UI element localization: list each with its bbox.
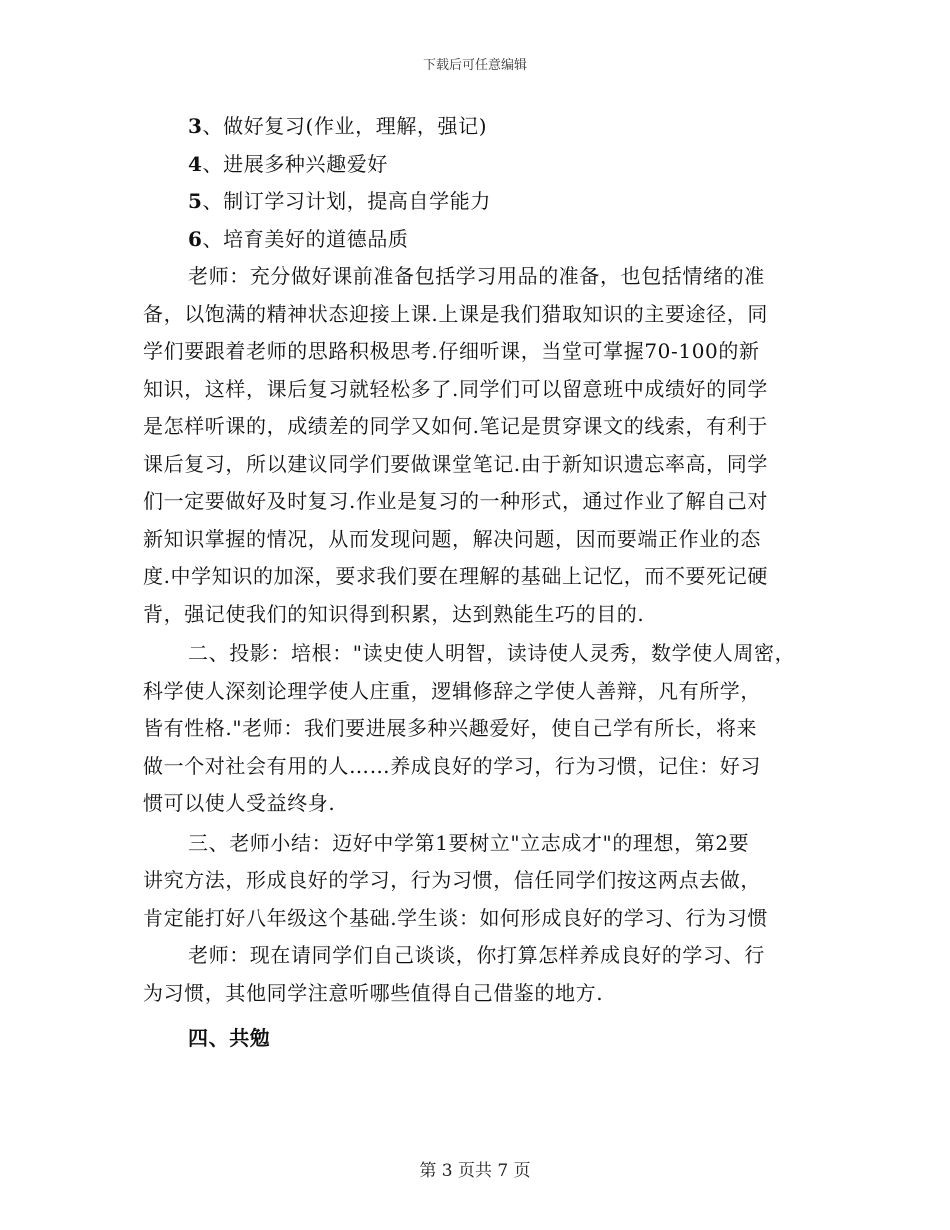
list-item: 6、培育美好的道德品质 <box>188 226 409 251</box>
paragraph-line: 做一个对社会有用的人……养成良好的学习，行为习惯，记住：好习 <box>143 753 761 778</box>
paragraph-line: 讲究方法，形成良好的学习，行为习惯，信任同学们按这两点去做， <box>143 868 761 892</box>
paragraph-teacher-2 <box>143 937 833 1012</box>
page-number: 第 3 页共 7 页 <box>419 1161 531 1181</box>
paragraph-line: 二、投影：培根："读史使人明智，读诗使人灵秀，数学使人周密， <box>188 641 796 665</box>
paragraph-line: 为习惯，其他同学注意听哪些值得自己借鉴的地方. <box>143 980 604 1005</box>
paragraph-line: 皆有性格."老师：我们要进展多种兴趣爱好，使自己学有所长，将来 <box>143 716 758 740</box>
paragraph-line: 老师：充分做好课前准备包括学习用品的准备，也包括情绪的准 <box>188 264 765 288</box>
list-item: 3、做好复习(作业，理解，强记) <box>188 114 488 138</box>
paragraph-line: 度.中学知识的加深，要求我们要在理解的基础上记忆，而不要死记硬 <box>143 564 768 588</box>
paragraph-line: 科学使人深刻论理学使人庄重，逻辑修辞之学使人善辩，凡有所学， <box>143 678 761 703</box>
paragraph-line: 们一定要做好及时复习.作业是复习的一种形式，通过作业了解自己对 <box>143 489 768 513</box>
paragraph-line: 知识，这样，课后复习就轻松多了.同学们可以留意班中成绩好的同学 <box>143 376 768 401</box>
list-item: 5、制订学习计划，提高自学能力 <box>188 189 491 213</box>
paragraph-projection <box>143 635 833 823</box>
section-heading: 四、共勉 <box>188 1026 271 1050</box>
paragraph-line: 备，以饱满的精神状态迎接上课.上课是我们猎取知识的主要途径，同 <box>143 301 768 326</box>
paragraph-line: 背，强记使我们的知识得到积累，达到熟能生巧的目的. <box>143 601 645 626</box>
paragraph-teacher-1 <box>143 258 833 633</box>
paragraph-line: 肯定能打好八年级这个基础.学生谈：如何形成良好的学习、行为习惯 <box>143 905 768 930</box>
list-item: 4、进展多种兴趣爱好 <box>188 151 388 176</box>
paragraph-line: 课后复习，所以建议同学们要做课堂笔记.由于新知识遗忘率高，同学 <box>143 451 768 476</box>
paragraph-summary <box>143 825 833 938</box>
header-note: 下载后可任意编辑 <box>422 58 527 73</box>
paragraph-line: 老师：现在请同学们自己谈谈，你打算怎样养成良好的学习、行 <box>188 943 765 967</box>
paragraph-line: 三、老师小结：迈好中学第1要树立"立志成才"的理想，第2要 <box>188 830 750 855</box>
paragraph-line: 学们要跟着老师的思路积极思考.仔细听课，当堂可掌握70-100的新 <box>143 339 760 363</box>
document-body <box>143 108 833 1058</box>
paragraph-line: 是怎样听课的，成绩差的同学又如何.笔记是贯穿课文的线索，有利于 <box>143 414 768 438</box>
paragraph-line: 惯可以使人受益终身. <box>143 791 336 815</box>
paragraph-line: 新知识掌握的情况，从而发现问题，解决问题，因而要端正作业的态 <box>143 526 761 551</box>
